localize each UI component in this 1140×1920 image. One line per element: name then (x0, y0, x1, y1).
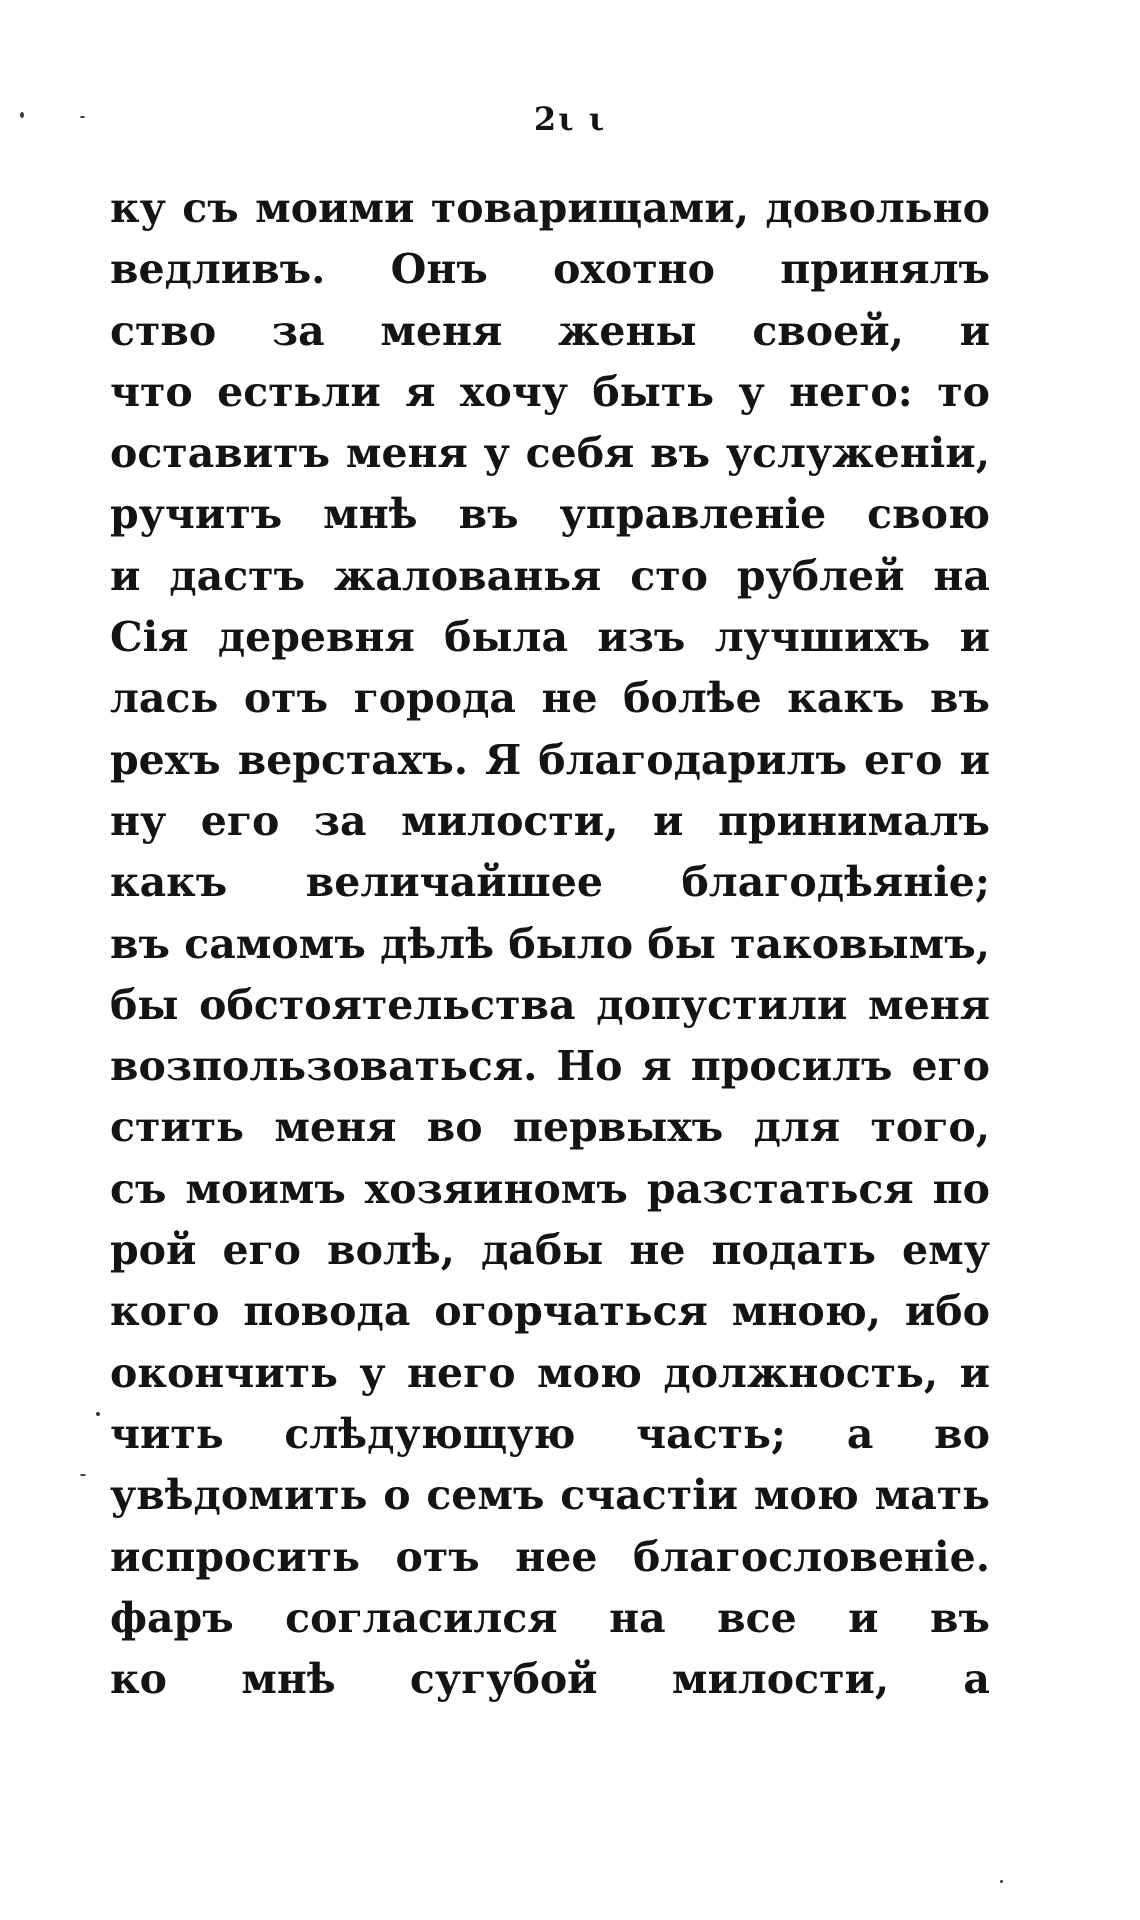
text-line: окончить у него мою должность, и (110, 1348, 990, 1397)
text-line: ство за меня жены своей, и (110, 306, 990, 355)
text-line: Сія деревня была изъ лучшихъ и (110, 613, 990, 662)
text-line: бы обстоятельства допустили меня (110, 980, 990, 1029)
text-line: фаръ согласился на все и въ (110, 1593, 990, 1642)
text-line: какъ величайшее благодѣяніе; (110, 858, 990, 907)
text-line: увѣдомить о семъ счастіи мою мать (110, 1471, 990, 1520)
text-line: ко мнѣ сугубой милости, а (110, 1655, 990, 1704)
text-line: ку съ моими товарищами, довольно (110, 184, 990, 232)
text-line: возпользоваться. Но я просилъ его (110, 1042, 990, 1091)
text-line: рой его волѣ, дабы не подать ему (110, 1226, 990, 1275)
text-line: ведливъ. Онъ охотно принялъ (110, 245, 990, 294)
print-speck (96, 1412, 100, 1416)
text-line: ну его за милости, и принималъ (110, 796, 990, 845)
page-number: 2ι ι (533, 100, 607, 138)
text-line: въ самомъ дѣлѣ было бы таковымъ, (110, 919, 990, 968)
print-speck (1000, 1880, 1003, 1883)
text-line: лась отъ города не болѣе какъ въ (110, 674, 990, 723)
text-line: съ моимъ хозяиномъ разстаться по (110, 1164, 990, 1213)
print-speck (80, 1474, 86, 1476)
print-speck (80, 116, 85, 118)
text-line: рехъ верстахъ. Я благодарилъ его и (110, 735, 990, 784)
text-line: ручитъ мнѣ въ управленіе свою (110, 490, 990, 539)
body-text (110, 178, 990, 1710)
print-speck (20, 112, 24, 118)
text-line: что естьли я хочу быть у него: то (110, 367, 990, 416)
text-line: испросить отъ нее благословеніе. (110, 1532, 990, 1581)
text-line: чить слѣдующую часть; а во (110, 1409, 990, 1458)
text-line: кого повода огорчаться мною, ибо (110, 1287, 990, 1336)
text-line: оставитъ меня у себя въ услуженіи, (110, 429, 990, 478)
text-line: и дастъ жалованья сто рублей на (110, 551, 990, 600)
text-line: стить меня во первыхъ для того, (110, 1103, 990, 1152)
